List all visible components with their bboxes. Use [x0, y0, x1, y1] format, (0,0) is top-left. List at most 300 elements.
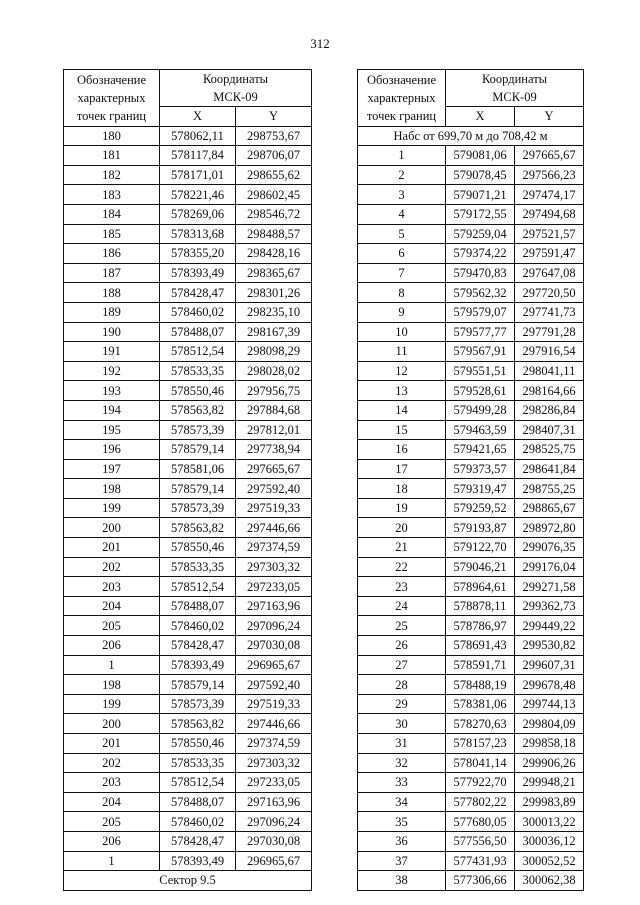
- y-coordinate-cell: 297446,66: [236, 714, 312, 734]
- x-coordinate-cell: 578581,06: [160, 459, 236, 479]
- x-coordinate-cell: 578550,46: [160, 734, 236, 754]
- y-coordinate-cell: 298753,67: [236, 126, 312, 146]
- point-number-cell: 8: [358, 283, 446, 303]
- point-number-cell: 201: [64, 538, 160, 558]
- point-number-cell: 204: [64, 596, 160, 616]
- table-row: [358, 655, 584, 675]
- y-coordinate-cell: 297665,67: [236, 459, 312, 479]
- table-row: [64, 577, 312, 597]
- table-row: [358, 400, 584, 420]
- point-number-cell: 5: [358, 224, 446, 244]
- point-number-cell: 1: [358, 146, 446, 166]
- point-number-cell: 22: [358, 557, 446, 577]
- x-coordinate-cell: 578573,39: [160, 694, 236, 714]
- y-coordinate-cell: 298286,84: [515, 400, 584, 420]
- header-x: X: [446, 107, 515, 127]
- x-coordinate-cell: 578488,07: [160, 596, 236, 616]
- y-coordinate-cell: 297812,01: [236, 420, 312, 440]
- y-coordinate-cell: 298602,45: [236, 185, 312, 205]
- x-coordinate-cell: 578533,35: [160, 557, 236, 577]
- y-coordinate-cell: 298365,67: [236, 263, 312, 283]
- table-row: [358, 831, 584, 851]
- x-coordinate-cell: 578512,54: [160, 342, 236, 362]
- table-row: [64, 773, 312, 793]
- point-number-cell: 11: [358, 342, 446, 362]
- table-row: [358, 753, 584, 773]
- x-coordinate-cell: 579463,59: [446, 420, 515, 440]
- point-number-cell: 33: [358, 773, 446, 793]
- table-row: [358, 381, 584, 401]
- x-coordinate-cell: 579567,91: [446, 342, 515, 362]
- coordinates-table-left: [63, 69, 312, 891]
- y-coordinate-cell: 297592,40: [236, 479, 312, 499]
- y-coordinate-cell: 298098,29: [236, 342, 312, 362]
- y-coordinate-cell: 297566,23: [515, 165, 584, 185]
- table-row: [358, 871, 584, 891]
- x-coordinate-cell: 579122,70: [446, 538, 515, 558]
- table-body: [358, 146, 584, 891]
- point-number-cell: 196: [64, 440, 160, 460]
- table-row: [358, 616, 584, 636]
- table-row: [358, 694, 584, 714]
- table-row: [64, 734, 312, 754]
- x-coordinate-cell: 577922,70: [446, 773, 515, 793]
- table-row: [64, 812, 312, 832]
- y-coordinate-cell: 299449,22: [515, 616, 584, 636]
- table-row: [358, 204, 584, 224]
- x-coordinate-cell: 579528,61: [446, 381, 515, 401]
- table-row: [64, 792, 312, 812]
- x-coordinate-cell: 578573,39: [160, 498, 236, 518]
- y-coordinate-cell: 300036,12: [515, 831, 584, 851]
- point-number-cell: 25: [358, 616, 446, 636]
- point-number-cell: 6: [358, 244, 446, 264]
- point-number-cell: 180: [64, 126, 160, 146]
- y-coordinate-cell: 297233,05: [236, 773, 312, 793]
- x-coordinate-cell: 578313,68: [160, 224, 236, 244]
- table-row: [64, 204, 312, 224]
- point-number-cell: 16: [358, 440, 446, 460]
- point-number-cell: 201: [64, 734, 160, 754]
- x-coordinate-cell: 579319,47: [446, 479, 515, 499]
- table-row: [64, 126, 312, 146]
- point-number-cell: 1: [64, 851, 160, 871]
- x-coordinate-cell: 578428,47: [160, 283, 236, 303]
- point-number-cell: 29: [358, 694, 446, 714]
- point-number-cell: 35: [358, 812, 446, 832]
- y-coordinate-cell: 298755,25: [515, 479, 584, 499]
- y-coordinate-cell: 299271,58: [515, 577, 584, 597]
- point-number-cell: 14: [358, 400, 446, 420]
- table-row: [358, 714, 584, 734]
- x-coordinate-cell: 579470,83: [446, 263, 515, 283]
- x-coordinate-cell: 578393,49: [160, 851, 236, 871]
- table-row: [64, 655, 312, 675]
- section-title: Набс от 699,70 м до 708,42 м: [358, 126, 584, 146]
- y-coordinate-cell: 300062,38: [515, 871, 584, 891]
- point-number-cell: 187: [64, 263, 160, 283]
- table-row: [64, 342, 312, 362]
- x-coordinate-cell: 578428,47: [160, 831, 236, 851]
- point-number-cell: 19: [358, 498, 446, 518]
- header-x: X: [160, 107, 236, 127]
- table-row: [358, 675, 584, 695]
- x-coordinate-cell: 578563,82: [160, 518, 236, 538]
- point-number-cell: 15: [358, 420, 446, 440]
- table-row: [64, 244, 312, 264]
- point-number-cell: 205: [64, 616, 160, 636]
- header-coordinates: [446, 70, 584, 107]
- table-row: [358, 244, 584, 264]
- x-coordinate-cell: 578269,06: [160, 204, 236, 224]
- x-coordinate-cell: 578488,19: [446, 675, 515, 695]
- table-row: [358, 283, 584, 303]
- y-coordinate-cell: 298546,72: [236, 204, 312, 224]
- y-coordinate-cell: 299530,82: [515, 636, 584, 656]
- table-row: [358, 498, 584, 518]
- point-number-cell: 205: [64, 812, 160, 832]
- x-coordinate-cell: 578393,49: [160, 263, 236, 283]
- y-coordinate-cell: 299804,09: [515, 714, 584, 734]
- x-coordinate-cell: 579259,52: [446, 498, 515, 518]
- y-coordinate-cell: 298028,02: [236, 361, 312, 381]
- table-row: [358, 361, 584, 381]
- x-coordinate-cell: 577431,93: [446, 851, 515, 871]
- x-coordinate-cell: 579373,57: [446, 459, 515, 479]
- table-row: [358, 459, 584, 479]
- table-row: [358, 773, 584, 793]
- x-coordinate-cell: 579046,21: [446, 557, 515, 577]
- y-coordinate-cell: 297592,40: [236, 675, 312, 695]
- table-row: [358, 185, 584, 205]
- table-row: [64, 283, 312, 303]
- header-coordinates-line: Координаты: [481, 72, 548, 86]
- table-row: [64, 596, 312, 616]
- x-coordinate-cell: 578563,82: [160, 714, 236, 734]
- x-coordinate-cell: 579193,87: [446, 518, 515, 538]
- x-coordinate-cell: 578550,46: [160, 538, 236, 558]
- x-coordinate-cell: 579078,45: [446, 165, 515, 185]
- table-row: [64, 557, 312, 577]
- point-number-cell: 184: [64, 204, 160, 224]
- point-number-cell: 12: [358, 361, 446, 381]
- point-number-cell: 17: [358, 459, 446, 479]
- y-coordinate-cell: 300052,52: [515, 851, 584, 871]
- table-row: [358, 557, 584, 577]
- table-row: [358, 812, 584, 832]
- point-number-cell: 202: [64, 557, 160, 577]
- y-coordinate-cell: 297096,24: [236, 616, 312, 636]
- table-row: [358, 518, 584, 538]
- x-coordinate-cell: 578563,82: [160, 400, 236, 420]
- table-footer-row: [64, 871, 312, 891]
- table-row: [64, 675, 312, 695]
- table-row: [358, 596, 584, 616]
- y-coordinate-cell: 298972,80: [515, 518, 584, 538]
- x-coordinate-cell: 577802,22: [446, 792, 515, 812]
- table-row: [64, 831, 312, 851]
- x-coordinate-cell: 578550,46: [160, 381, 236, 401]
- point-number-cell: 34: [358, 792, 446, 812]
- y-coordinate-cell: 297741,73: [515, 302, 584, 322]
- point-number-cell: 204: [64, 792, 160, 812]
- x-coordinate-cell: 578381,06: [446, 694, 515, 714]
- point-number-cell: 194: [64, 400, 160, 420]
- point-number-cell: 23: [358, 577, 446, 597]
- point-number-cell: 21: [358, 538, 446, 558]
- table-row: [64, 381, 312, 401]
- header-coordinates-line: МСК-09: [213, 90, 258, 104]
- table-row: [358, 479, 584, 499]
- point-number-cell: 9: [358, 302, 446, 322]
- x-coordinate-cell: 577556,50: [446, 831, 515, 851]
- x-coordinate-cell: 578460,02: [160, 302, 236, 322]
- table-row: [358, 165, 584, 185]
- y-coordinate-cell: 296965,67: [236, 851, 312, 871]
- table-row: [64, 400, 312, 420]
- point-number-cell: 191: [64, 342, 160, 362]
- y-coordinate-cell: 297474,17: [515, 185, 584, 205]
- point-number-cell: 7: [358, 263, 446, 283]
- y-coordinate-cell: 298525,75: [515, 440, 584, 460]
- table-row: [64, 616, 312, 636]
- x-coordinate-cell: 578579,14: [160, 479, 236, 499]
- point-number-cell: 30: [358, 714, 446, 734]
- y-coordinate-cell: 299678,48: [515, 675, 584, 695]
- table-row: [358, 302, 584, 322]
- point-number-cell: 193: [64, 381, 160, 401]
- table-row: [64, 440, 312, 460]
- y-coordinate-cell: 299607,31: [515, 655, 584, 675]
- point-number-cell: 189: [64, 302, 160, 322]
- table-row: [64, 263, 312, 283]
- x-coordinate-cell: 578041,14: [446, 753, 515, 773]
- y-coordinate-cell: 297163,96: [236, 792, 312, 812]
- point-number-cell: 4: [358, 204, 446, 224]
- y-coordinate-cell: 297374,59: [236, 734, 312, 754]
- point-number-cell: 203: [64, 577, 160, 597]
- x-coordinate-cell: 579499,28: [446, 400, 515, 420]
- table-row: [358, 792, 584, 812]
- y-coordinate-cell: 297647,08: [515, 263, 584, 283]
- y-coordinate-cell: 296965,67: [236, 655, 312, 675]
- y-coordinate-cell: 300013,22: [515, 812, 584, 832]
- table-row: [64, 518, 312, 538]
- point-number-cell: 27: [358, 655, 446, 675]
- table-row: [64, 165, 312, 185]
- point-number-cell: 36: [358, 831, 446, 851]
- table-row: [64, 479, 312, 499]
- y-coordinate-cell: 297521,57: [515, 224, 584, 244]
- table-row: [358, 420, 584, 440]
- point-number-cell: 198: [64, 675, 160, 695]
- x-coordinate-cell: 578460,02: [160, 812, 236, 832]
- x-coordinate-cell: 579551,51: [446, 361, 515, 381]
- table-row: [64, 224, 312, 244]
- table-row: [64, 322, 312, 342]
- y-coordinate-cell: 299983,89: [515, 792, 584, 812]
- x-coordinate-cell: 578533,35: [160, 753, 236, 773]
- y-coordinate-cell: 298407,31: [515, 420, 584, 440]
- y-coordinate-cell: 298041,11: [515, 361, 584, 381]
- point-number-cell: 199: [64, 694, 160, 714]
- x-coordinate-cell: 578428,47: [160, 636, 236, 656]
- table-row: [64, 146, 312, 166]
- x-coordinate-cell: 578878,11: [446, 596, 515, 616]
- x-coordinate-cell: 578512,54: [160, 773, 236, 793]
- y-coordinate-cell: 299076,35: [515, 538, 584, 558]
- table-row: [358, 440, 584, 460]
- table-row: [358, 636, 584, 656]
- header-designation-line: точек границ: [76, 108, 147, 123]
- point-number-cell: 18: [358, 479, 446, 499]
- table-row: [64, 459, 312, 479]
- point-number-cell: 38: [358, 871, 446, 891]
- x-coordinate-cell: 578157,23: [446, 734, 515, 754]
- x-coordinate-cell: 578171,01: [160, 165, 236, 185]
- point-number-cell: 200: [64, 518, 160, 538]
- y-coordinate-cell: 297916,54: [515, 342, 584, 362]
- header-designation-line: характерных: [367, 90, 436, 105]
- header-designation-line: характерных: [77, 90, 146, 105]
- point-number-cell: 185: [64, 224, 160, 244]
- table-row: [358, 342, 584, 362]
- x-coordinate-cell: 578488,07: [160, 322, 236, 342]
- point-number-cell: 190: [64, 322, 160, 342]
- y-coordinate-cell: 297374,59: [236, 538, 312, 558]
- y-coordinate-cell: 297030,08: [236, 636, 312, 656]
- x-coordinate-cell: 579577,77: [446, 322, 515, 342]
- sector-label: Сектор 9.5: [64, 871, 312, 891]
- point-number-cell: 1: [64, 655, 160, 675]
- y-coordinate-cell: 297738,94: [236, 440, 312, 460]
- point-number-cell: 198: [64, 479, 160, 499]
- x-coordinate-cell: 578579,14: [160, 675, 236, 695]
- point-number-cell: 206: [64, 831, 160, 851]
- y-coordinate-cell: 297163,96: [236, 596, 312, 616]
- y-coordinate-cell: 297956,75: [236, 381, 312, 401]
- table-row: [64, 753, 312, 773]
- y-coordinate-cell: 297096,24: [236, 812, 312, 832]
- y-coordinate-cell: 299948,21: [515, 773, 584, 793]
- x-coordinate-cell: 578786,97: [446, 616, 515, 636]
- y-coordinate-cell: 297720,50: [515, 283, 584, 303]
- y-coordinate-cell: 297303,32: [236, 557, 312, 577]
- point-number-cell: 2: [358, 165, 446, 185]
- point-number-cell: 182: [64, 165, 160, 185]
- header-coordinates-line: Координаты: [202, 72, 269, 86]
- point-number-cell: 197: [64, 459, 160, 479]
- point-number-cell: 199: [64, 498, 160, 518]
- x-coordinate-cell: 579579,07: [446, 302, 515, 322]
- header-coordinates: [160, 70, 312, 107]
- y-coordinate-cell: 298164,66: [515, 381, 584, 401]
- x-coordinate-cell: 578691,43: [446, 636, 515, 656]
- table-row: [64, 498, 312, 518]
- y-coordinate-cell: 298865,67: [515, 498, 584, 518]
- point-number-cell: 195: [64, 420, 160, 440]
- point-number-cell: 203: [64, 773, 160, 793]
- table-body: [64, 126, 312, 871]
- x-coordinate-cell: 579259,04: [446, 224, 515, 244]
- y-coordinate-cell: 298167,39: [236, 322, 312, 342]
- y-coordinate-cell: 298655,62: [236, 165, 312, 185]
- table-row: [64, 185, 312, 205]
- y-coordinate-cell: 299176,04: [515, 557, 584, 577]
- x-coordinate-cell: 578488,07: [160, 792, 236, 812]
- header-y: Y: [515, 107, 584, 127]
- y-coordinate-cell: 297519,33: [236, 498, 312, 518]
- header-y: Y: [236, 107, 312, 127]
- x-coordinate-cell: 578355,20: [160, 244, 236, 264]
- x-coordinate-cell: 579562,32: [446, 283, 515, 303]
- y-coordinate-cell: 297494,68: [515, 204, 584, 224]
- table-row: [358, 577, 584, 597]
- x-coordinate-cell: 578579,14: [160, 440, 236, 460]
- point-number-cell: 31: [358, 734, 446, 754]
- header-designation-line: точек границ: [366, 108, 437, 123]
- x-coordinate-cell: 578062,11: [160, 126, 236, 146]
- y-coordinate-cell: 297519,33: [236, 694, 312, 714]
- point-number-cell: 3: [358, 185, 446, 205]
- point-number-cell: 183: [64, 185, 160, 205]
- table-row: [64, 636, 312, 656]
- x-coordinate-cell: 577306,66: [446, 871, 515, 891]
- section-title-row: [358, 126, 584, 146]
- point-number-cell: 28: [358, 675, 446, 695]
- y-coordinate-cell: 297591,47: [515, 244, 584, 264]
- point-number-cell: 13: [358, 381, 446, 401]
- table-row: [358, 734, 584, 754]
- point-number-cell: 188: [64, 283, 160, 303]
- table-row: [64, 694, 312, 714]
- y-coordinate-cell: 299744,13: [515, 694, 584, 714]
- x-coordinate-cell: 578533,35: [160, 361, 236, 381]
- table-row: [64, 302, 312, 322]
- y-coordinate-cell: 298706,07: [236, 146, 312, 166]
- y-coordinate-cell: 298301,26: [236, 283, 312, 303]
- x-coordinate-cell: 578117,84: [160, 146, 236, 166]
- x-coordinate-cell: 578573,39: [160, 420, 236, 440]
- x-coordinate-cell: 578460,02: [160, 616, 236, 636]
- table-row: [64, 714, 312, 734]
- x-coordinate-cell: 578591,71: [446, 655, 515, 675]
- x-coordinate-cell: 578512,54: [160, 577, 236, 597]
- point-number-cell: 200: [64, 714, 160, 734]
- table-row: [358, 851, 584, 871]
- point-number-cell: 181: [64, 146, 160, 166]
- point-number-cell: 10: [358, 322, 446, 342]
- point-number-cell: 37: [358, 851, 446, 871]
- point-number-cell: 20: [358, 518, 446, 538]
- header-designation-line: Обозначение: [76, 72, 147, 87]
- point-number-cell: 186: [64, 244, 160, 264]
- header-designation: [64, 70, 160, 127]
- y-coordinate-cell: 297446,66: [236, 518, 312, 538]
- x-coordinate-cell: 579081,06: [446, 146, 515, 166]
- y-coordinate-cell: 297791,28: [515, 322, 584, 342]
- y-coordinate-cell: 298428,16: [236, 244, 312, 264]
- header-designation: [358, 70, 446, 127]
- x-coordinate-cell: 578270,63: [446, 714, 515, 734]
- y-coordinate-cell: 297665,67: [515, 146, 584, 166]
- x-coordinate-cell: 578964,61: [446, 577, 515, 597]
- y-coordinate-cell: 297233,05: [236, 577, 312, 597]
- point-number-cell: 24: [358, 596, 446, 616]
- y-coordinate-cell: 299858,18: [515, 734, 584, 754]
- point-number-cell: 206: [64, 636, 160, 656]
- table-row: [64, 538, 312, 558]
